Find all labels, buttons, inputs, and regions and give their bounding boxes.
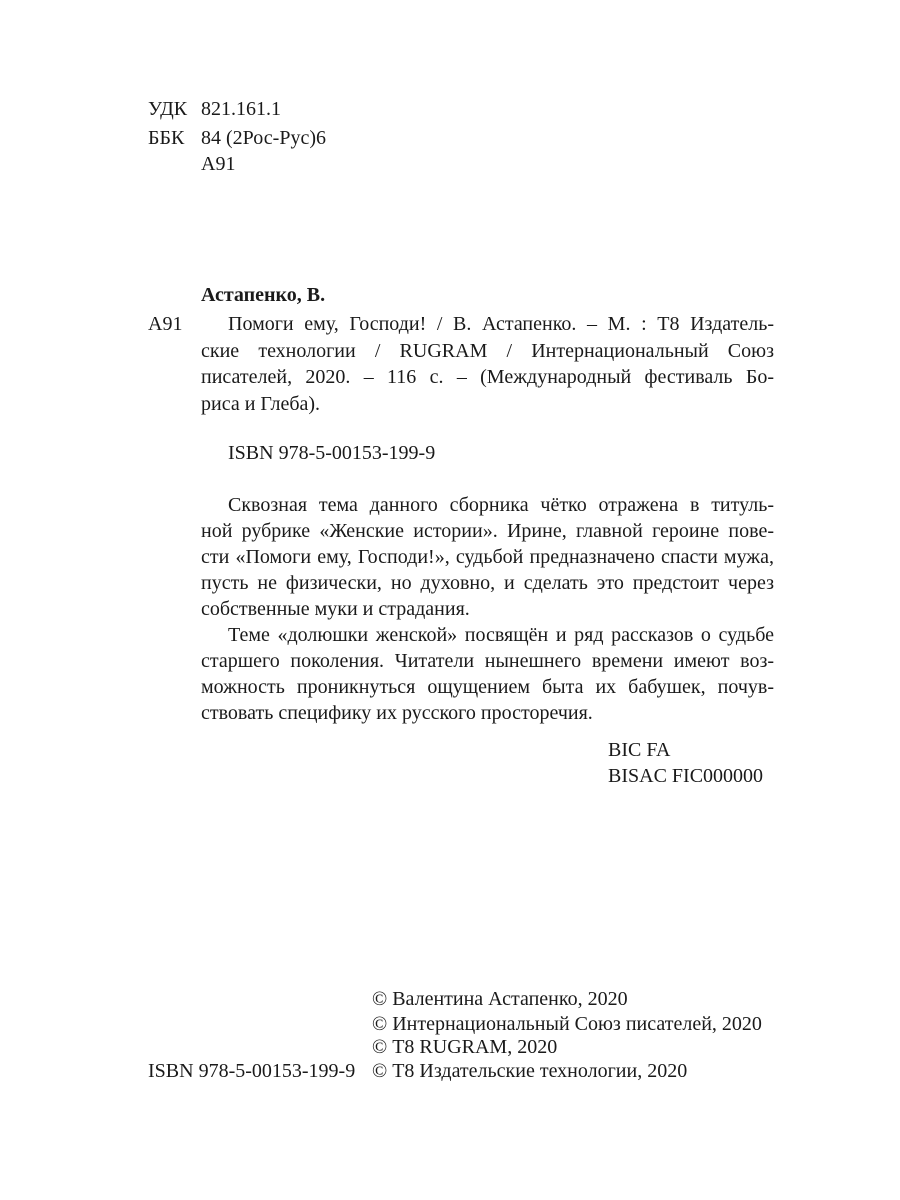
annotation-line: Сквозная тема данного сборника чётко отражена в титуль- [228,494,774,516]
annotation [201,492,774,726]
annotation-line: старшего поколения. Читатели нынешнего времени имеют воз- [201,650,774,672]
isbn-bottom: ISBN 978-5-00153-199-9 [148,1060,356,1082]
author-mark: А91 [148,313,183,335]
isbn-record: ISBN 978-5-00153-199-9 [228,442,436,464]
annotation-line: собственные муки и страдания. [201,598,470,620]
udk-label: УДК [148,98,188,120]
copyright-line: © Интернациональный Союз писателей, 2020 [372,1013,762,1035]
description-line: ские технологии / RUGRAM / Интернациональный Союз [201,339,774,362]
annotation-line: пусть не физически, но духовно, и сделать это предстоит через [201,572,774,594]
annotation-line: ствовать специфику их русского просторечия. [201,702,593,724]
annotation-line: можность проникнуться ощущением быта их бабушек, почув- [201,676,774,698]
description-line: риса и Глеба). [201,392,321,415]
udk-value: 821.161.1 [201,98,281,120]
annotation-line: Теме «долюшки женской» посвящён и ряд рассказов о судьбе [228,624,774,646]
bic-code: BIC FA [608,739,671,761]
annotation-line: сти «Помоги ему, Господи!», судьбой предназначено спасти мужа, [201,546,774,568]
copyright-line: © Валентина Астапенко, 2020 [372,988,628,1010]
description-line: Помоги ему, Господи! / В. Астапенко. – М. : Т8 Издатель- [228,313,774,335]
author-name: Астапенко, В. [201,284,326,306]
description-line: писателей, 2020. – 116 с. – (Международный фестиваль Бо- [201,366,774,388]
bisac-code: BISAC FIC000000 [608,765,764,787]
author-mark-header: А91 [201,153,236,175]
bbk-label: ББК [148,127,185,149]
bibliographic-description [201,311,774,417]
bbk-value: 84 (2Рос-Рус)6 [201,127,326,149]
annotation-line: ной рубрике «Женские истории». Ирине, главной героине пове- [201,520,774,542]
copyright-line: © Т8 RUGRAM, 2020 [372,1036,558,1058]
copyright-line: © Т8 Издательские технологии, 2020 [372,1060,688,1082]
